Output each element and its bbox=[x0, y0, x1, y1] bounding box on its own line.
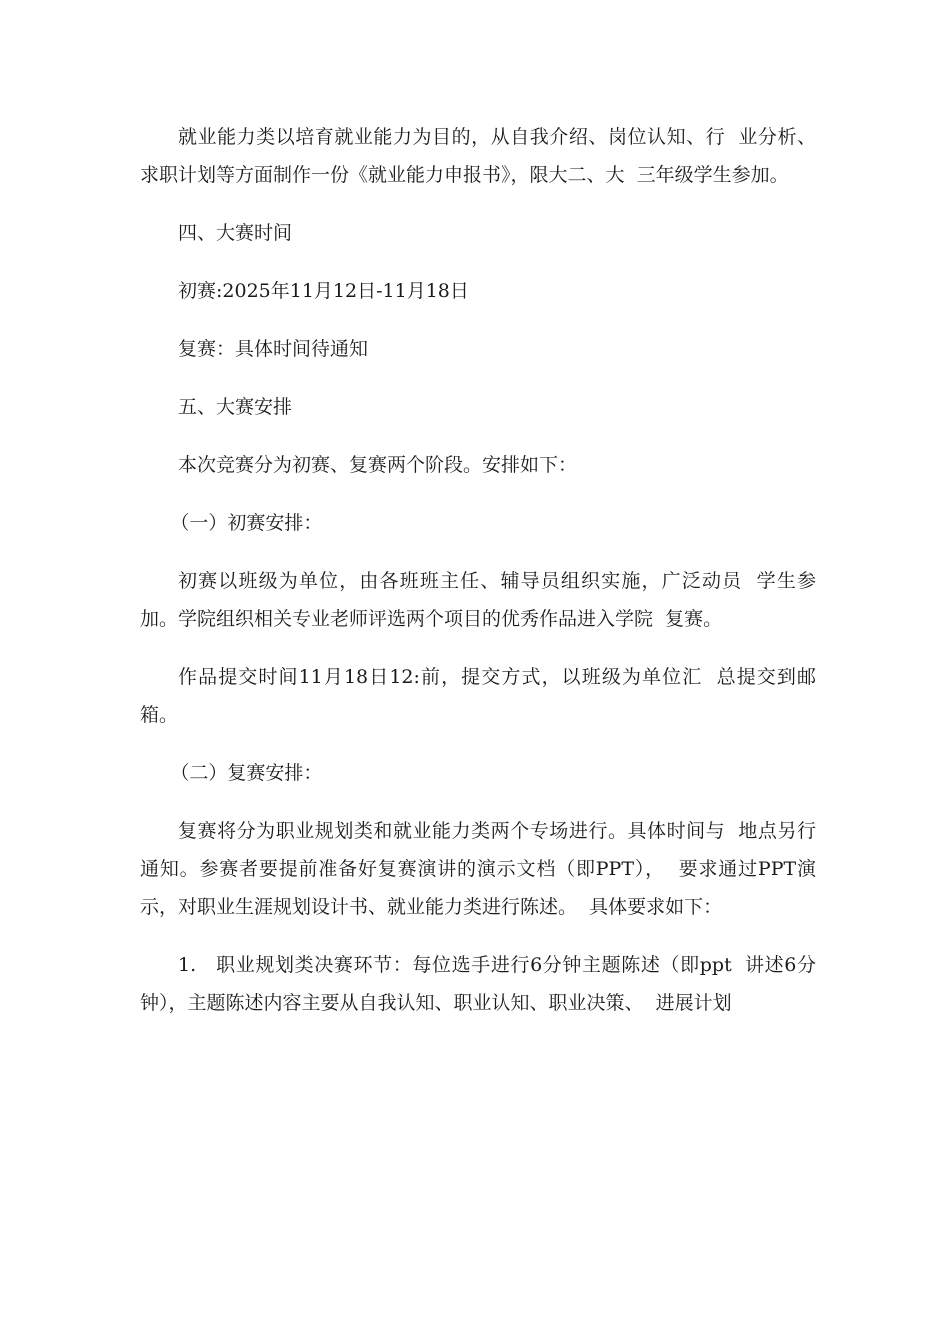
subheading-preliminary: （一）初赛安排： bbox=[170, 512, 323, 534]
paragraph-preliminary-details: 初赛以班级为单位，由各班班主任、辅导员组织实施，广泛动员 学生参加。学院组织相关专业老师评选两个项目的优秀作品进入学院 复赛。 bbox=[140, 570, 816, 630]
paragraph-final-details: 复赛将分为职业规划类和就业能力类两个专场进行。具体时间与 地点另行通知。参赛者要提前准备好复赛演讲的演示文档（即PPT）， 要求通过PPT演示，对职业生涯规划设计书、就业能力类进行陈述。 具体要求如下： bbox=[140, 820, 816, 918]
preliminary-date: 初赛:2025年11月12日-11月18日 bbox=[178, 280, 469, 302]
section-heading-arrangement: 五、大赛安排 bbox=[178, 396, 293, 418]
document-body bbox=[140, 118, 816, 1042]
subheading-final: （二）复赛安排： bbox=[170, 762, 323, 784]
paragraph-employability-intro: 就业能力类以培育就业能力为目的，从自我介绍、岗位认知、行 业分析、求职计划等方面制作一份《就业能力申报书》，限大二、大 三年级学生参加。 bbox=[140, 126, 816, 186]
final-date: 复赛：具体时间待通知 bbox=[178, 338, 369, 360]
paragraph-career-planning-rules: 1. 职业规划类决赛环节：每位选手进行6分钟主题陈述（即ppt 讲述6分钟），主题陈述内容主要从自我认知、职业认知、职业决策、 进展计划 bbox=[140, 954, 816, 1014]
arrangement-overview: 本次竞赛分为初赛、复赛两个阶段。安排如下： bbox=[178, 454, 578, 476]
section-heading-competition-time: 四、大赛时间 bbox=[178, 222, 293, 244]
paragraph-submission: 作品提交时间11月18日12:前，提交方式，以班级为单位汇 总提交到邮箱。 bbox=[140, 666, 816, 726]
